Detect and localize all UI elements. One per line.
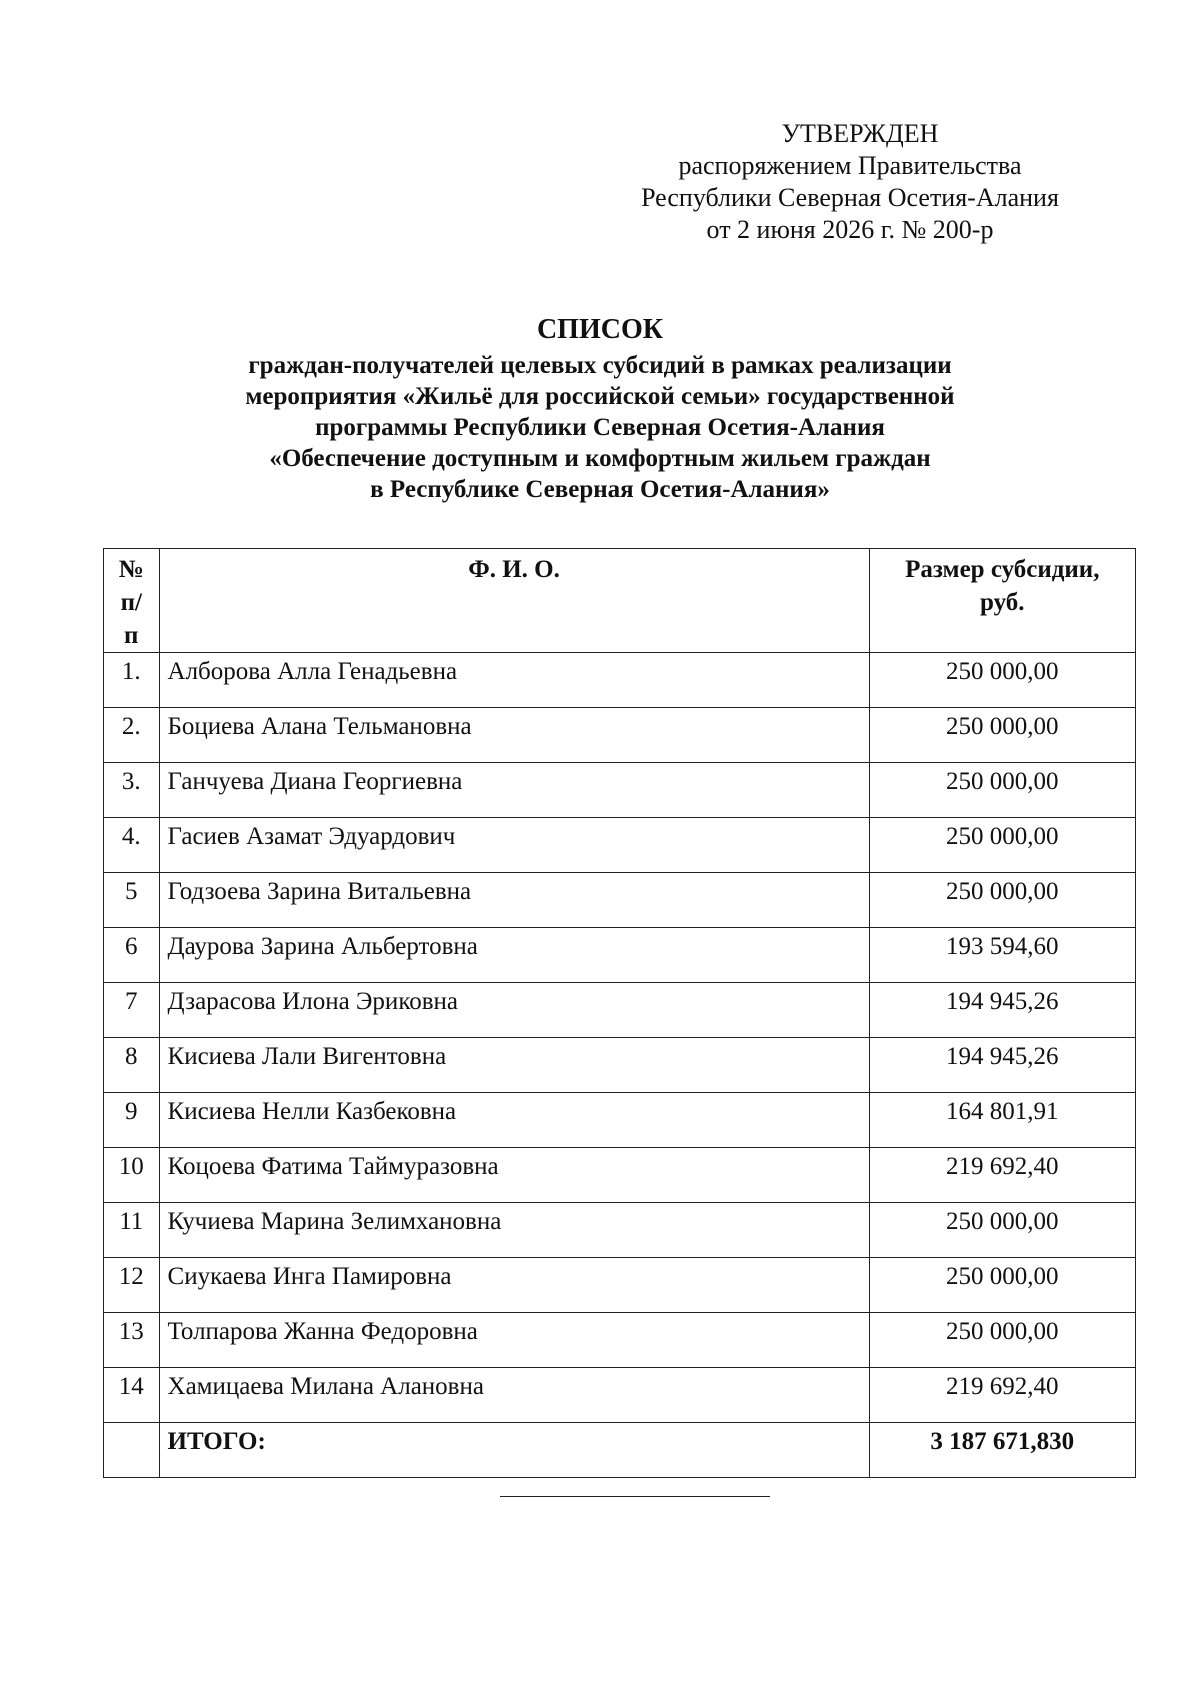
header-name: Ф. И. О. (159, 549, 869, 653)
header-amount-line: Размер субсидии, (905, 556, 1100, 583)
table-total-row (104, 1423, 1136, 1478)
row-name: Кисиева Нелли Казбековна (159, 1093, 869, 1148)
document-heading (100, 312, 1100, 505)
recipients-table (103, 548, 1136, 1478)
table-body (104, 653, 1136, 1478)
row-number: 3. (104, 763, 160, 818)
approval-stamp (600, 118, 1100, 246)
header-number-line: п/ (120, 589, 142, 616)
approval-line: распоряжением Правительства (678, 151, 1022, 180)
approval-line: УТВЕРЖДЕН (781, 119, 939, 148)
table-row (104, 818, 1136, 873)
row-number: 4. (104, 818, 160, 873)
row-name: Толпарова Жанна Федоровна (159, 1313, 869, 1368)
row-name: Кисиева Лали Вигентовна (159, 1038, 869, 1093)
table-row (104, 1148, 1136, 1203)
table-row (104, 1313, 1136, 1368)
row-amount: 250 000,00 (869, 873, 1135, 928)
row-amount: 250 000,00 (869, 708, 1135, 763)
row-amount: 250 000,00 (869, 653, 1135, 708)
document-subtitle-line: программы Республики Северная Осетия-Алания (315, 414, 885, 441)
table-row (104, 708, 1136, 763)
row-number: 6 (104, 928, 160, 983)
total-amount: 3 187 671,830 (869, 1423, 1135, 1478)
row-amount: 250 000,00 (869, 1258, 1135, 1313)
row-number: 12 (104, 1258, 160, 1313)
row-name: Гасиев Азамат Эдуардович (159, 818, 869, 873)
approval-line: от 2 июня 2026 г. № 200-р (706, 215, 994, 244)
row-amount: 250 000,00 (869, 763, 1135, 818)
row-name: Хамицаева Милана Алановна (159, 1368, 869, 1423)
table-row (104, 928, 1136, 983)
row-name: Боциева Алана Тельмановна (159, 708, 869, 763)
row-number: 7 (104, 983, 160, 1038)
total-label: ИТОГО: (159, 1423, 869, 1478)
row-amount: 194 945,26 (869, 1038, 1135, 1093)
row-name: Кучиева Марина Зелимхановна (159, 1203, 869, 1258)
row-number: 10 (104, 1148, 160, 1203)
row-number: 8 (104, 1038, 160, 1093)
closing-divider (500, 1496, 770, 1497)
header-number (104, 549, 160, 653)
table-row (104, 1368, 1136, 1423)
table-row (104, 1258, 1136, 1313)
row-amount: 250 000,00 (869, 1313, 1135, 1368)
row-number: 5 (104, 873, 160, 928)
table-row (104, 1038, 1136, 1093)
document-subtitle-line: «Обеспечение доступным и комфортным жильем граждан (269, 445, 931, 472)
row-number: 9 (104, 1093, 160, 1148)
row-number: 1. (104, 653, 160, 708)
row-number: 11 (104, 1203, 160, 1258)
row-number: 13 (104, 1313, 160, 1368)
row-amount: 193 594,60 (869, 928, 1135, 983)
document-subtitle-line: граждан-получателей целевых субсидий в рамках реализации (248, 352, 952, 379)
document-title: СПИСОК (536, 314, 664, 345)
row-amount: 164 801,91 (869, 1093, 1135, 1148)
header-amount-line: руб. (980, 589, 1025, 616)
document-subtitle-line: в Республике Северная Осетия-Алания» (370, 476, 830, 503)
row-name: Коцоева Фатима Таймуразовна (159, 1148, 869, 1203)
table-row (104, 873, 1136, 928)
approval-line: Республики Северная Осетия-Алания (641, 183, 1059, 212)
row-amount: 250 000,00 (869, 818, 1135, 873)
row-amount: 194 945,26 (869, 983, 1135, 1038)
row-amount: 219 692,40 (869, 1368, 1135, 1423)
table-row (104, 983, 1136, 1038)
table-header-row (104, 549, 1136, 653)
row-name: Годзоева Зарина Витальевна (159, 873, 869, 928)
row-name: Дзарасова Илона Эриковна (159, 983, 869, 1038)
row-number: 14 (104, 1368, 160, 1423)
row-name: Ганчуева Диана Георгиевна (159, 763, 869, 818)
row-name: Даурова Зарина Альбертовна (159, 928, 869, 983)
table-row (104, 653, 1136, 708)
row-amount: 250 000,00 (869, 1203, 1135, 1258)
row-number: 2. (104, 708, 160, 763)
row-name: Алборова Алла Генадьевна (159, 653, 869, 708)
header-number-line: № (118, 556, 144, 583)
table-row (104, 763, 1136, 818)
table-row (104, 1203, 1136, 1258)
total-number-empty (104, 1423, 160, 1478)
table-row (104, 1093, 1136, 1148)
header-amount (869, 549, 1135, 653)
document-subtitle-line: мероприятия «Жильё для российской семьи» государственной (245, 383, 955, 410)
row-amount: 219 692,40 (869, 1148, 1135, 1203)
row-name: Сиукаева Инга Памировна (159, 1258, 869, 1313)
header-number-line: п (124, 622, 139, 649)
